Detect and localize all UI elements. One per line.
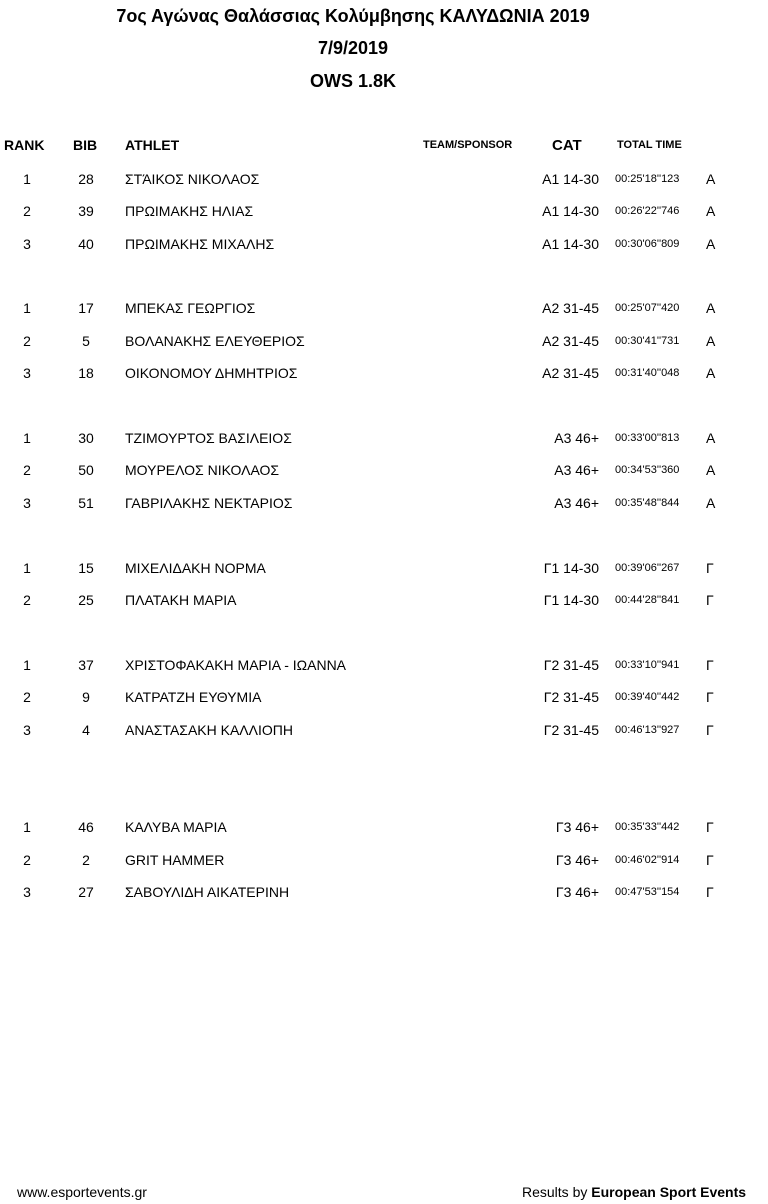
- athlete-name: ΟΙΚΟΝΟΜΟΥ ΔΗΜΗΤΡΙΟΣ: [125, 365, 298, 381]
- total-time-cell: 00:33'10''941: [615, 659, 680, 671]
- total-time-cell: 00:39'06''267: [615, 562, 680, 574]
- rank-cell: 3: [23, 495, 31, 511]
- rank-cell: 2: [23, 333, 31, 349]
- athlete-name: ΚΑΤΡΑΤΖΗ ΕΥΘΥΜΙΑ: [125, 689, 262, 705]
- rank-cell: 1: [23, 430, 31, 446]
- bib-cell: 51: [78, 495, 94, 511]
- category-cell: Γ2 31-45: [543, 657, 599, 673]
- table-row: [0, 884, 768, 904]
- total-time-cell: 00:30'06''809: [615, 238, 680, 250]
- column-header-cat: CAT: [552, 137, 582, 154]
- total-time-cell: 00:47'53''154: [615, 886, 680, 898]
- column-header-total-time: TOTAL TIME: [617, 139, 682, 151]
- group-cell: Α: [706, 430, 716, 446]
- rank-cell: 3: [23, 236, 31, 252]
- category-cell: Α2 31-45: [542, 365, 599, 381]
- category-cell: Α3 46+: [554, 495, 599, 511]
- athlete-name: ΠΡΩΙΜΑΚΗΣ ΜΙΧΑΛΗΣ: [125, 236, 275, 252]
- category-cell: Γ2 31-45: [543, 689, 599, 705]
- column-header-athlete: ATHLET: [125, 137, 180, 153]
- race-name: OWS 1.8K: [309, 71, 397, 91]
- rank-cell: 2: [23, 592, 31, 608]
- rank-cell: 3: [23, 365, 31, 381]
- bib-cell: 25: [78, 592, 94, 608]
- category-cell: Α1 14-30: [542, 236, 599, 252]
- results-credit: [522, 1184, 746, 1200]
- category-cell: Α2 31-45: [542, 300, 599, 316]
- results-credit-prefix: Results by: [522, 1184, 592, 1200]
- athlete-name: ΠΛΑΤΑΚΗ ΜΑΡΙΑ: [125, 592, 237, 608]
- bib-cell: 27: [78, 884, 94, 900]
- group-cell: Γ: [706, 657, 714, 673]
- bib-cell: 30: [78, 430, 94, 446]
- group-cell: Γ: [706, 819, 714, 835]
- table-row: [0, 430, 768, 450]
- athlete-name: ΒΟΛΑΝΑΚΗΣ ΕΛΕΥΘΕΡΙΟΣ: [125, 333, 305, 349]
- category-cell: Α3 46+: [554, 462, 599, 478]
- bib-cell: 17: [78, 300, 94, 316]
- total-time-cell: 00:46'13''927: [615, 724, 680, 736]
- group-cell: Γ: [706, 560, 714, 576]
- column-header-team: TEAM/SPONSOR: [423, 139, 513, 151]
- athlete-name: ΣΤΆΙΚΟΣ ΝΙΚΟΛΑΟΣ: [125, 171, 260, 187]
- rank-cell: 1: [23, 657, 31, 673]
- group-cell: Α: [706, 462, 716, 478]
- total-time-cell: 00:35'33''442: [615, 821, 680, 833]
- table-row: [0, 300, 768, 320]
- group-cell: Α: [706, 236, 716, 252]
- bib-cell: 50: [78, 462, 94, 478]
- total-time-cell: 00:26'22''746: [615, 205, 680, 217]
- total-time-cell: 00:34'53''360: [615, 464, 680, 476]
- category-cell: Γ1 14-30: [543, 592, 599, 608]
- bib-cell: 15: [78, 560, 94, 576]
- table-row: [0, 657, 768, 677]
- group-cell: Α: [706, 171, 716, 187]
- total-time-cell: 00:35'48''844: [615, 497, 680, 509]
- total-time-cell: 00:30'41''731: [615, 335, 680, 347]
- category-cell: Γ3 46+: [555, 819, 599, 835]
- athlete-name: ΜΟΥΡΕΛΟΣ ΝΙΚΟΛΑΟΣ: [125, 462, 280, 478]
- athlete-name: ΠΡΩΙΜΑΚΗΣ ΗΛΙΑΣ: [125, 203, 254, 219]
- rank-cell: 2: [23, 203, 31, 219]
- table-row: [0, 592, 768, 612]
- athlete-name: ΓΑΒΡΙΛΑΚΗΣ ΝΕΚΤΑΡΙΟΣ: [125, 495, 293, 511]
- bib-cell: 37: [78, 657, 94, 673]
- category-cell: Γ3 46+: [555, 884, 599, 900]
- category-cell: Γ2 31-45: [543, 722, 599, 738]
- category-cell: Γ3 46+: [555, 852, 599, 868]
- athlete-name: ΤΖΙΜΟΥΡΤΟΣ ΒΑΣΙΛΕΙΟΣ: [125, 430, 292, 446]
- total-time-cell: 00:33'00''813: [615, 432, 680, 444]
- bib-cell: 40: [78, 236, 94, 252]
- table-row: [0, 171, 768, 191]
- athlete-name: GRIT HAMMER: [125, 852, 225, 868]
- rank-cell: 2: [23, 689, 31, 705]
- table-row: [0, 495, 768, 515]
- table-row: [0, 819, 768, 839]
- bib-cell: 46: [78, 819, 94, 835]
- bib-cell: 5: [82, 333, 90, 349]
- total-time-cell: 00:25'07''420: [615, 302, 680, 314]
- category-cell: Α1 14-30: [542, 171, 599, 187]
- group-cell: Γ: [706, 592, 714, 608]
- table-row: [0, 365, 768, 385]
- website-link[interactable]: www.esportevents.gr: [17, 1184, 147, 1200]
- rank-cell: 2: [23, 462, 31, 478]
- rank-cell: 1: [23, 560, 31, 576]
- category-cell: Α2 31-45: [542, 333, 599, 349]
- bib-cell: 18: [78, 365, 94, 381]
- bib-cell: 28: [78, 171, 94, 187]
- page-title: 7ος Αγώνας Θαλάσσιας Κολύμβησης ΚΑΛΥΔΩΝΙΑ 2019: [116, 6, 590, 26]
- rank-cell: 3: [23, 722, 31, 738]
- column-header-bib: BIB: [73, 137, 98, 153]
- category-cell: Α1 14-30: [542, 203, 599, 219]
- rank-cell: 3: [23, 884, 31, 900]
- total-time-cell: 00:46'02''914: [615, 854, 680, 866]
- group-cell: Γ: [706, 722, 714, 738]
- table-row: [0, 722, 768, 742]
- rank-cell: 2: [23, 852, 31, 868]
- total-time-cell: 00:39'40''442: [615, 691, 680, 703]
- table-row: [0, 560, 768, 580]
- group-cell: Α: [706, 333, 716, 349]
- group-cell: Γ: [706, 689, 714, 705]
- group-cell: Α: [706, 300, 716, 316]
- total-time-cell: 00:44'28''841: [615, 594, 680, 606]
- athlete-name: ΣΑΒΟΥΛΙΔΗ ΑΙΚΑΤΕΡΙΝΗ: [125, 884, 290, 900]
- table-row: [0, 852, 768, 872]
- table-row: [0, 333, 768, 353]
- group-cell: Γ: [706, 852, 714, 868]
- table-row: [0, 203, 768, 223]
- results-credit-company: European Sport Events: [591, 1184, 747, 1200]
- total-time-cell: 00:31'40''048: [615, 367, 680, 379]
- column-header-rank: RANK: [4, 137, 45, 153]
- group-cell: Α: [706, 203, 716, 219]
- table-row: [0, 689, 768, 709]
- group-cell: Γ: [706, 884, 714, 900]
- bib-cell: 39: [78, 203, 94, 219]
- rank-cell: 1: [23, 171, 31, 187]
- event-date: 7/9/2019: [317, 38, 389, 58]
- group-cell: Α: [706, 495, 716, 511]
- category-cell: Γ1 14-30: [543, 560, 599, 576]
- category-cell: Α3 46+: [554, 430, 599, 446]
- athlete-name: ΧΡΙΣΤΟΦΑΚΑΚΗ ΜΑΡΙΑ - ΙΩΑΝΝΑ: [125, 657, 347, 673]
- athlete-name: ΚΑΛΥΒΑ ΜΑΡΙΑ: [125, 819, 227, 835]
- athlete-name: ΜΙΧΕΛΙΔΑΚΗ ΝΟΡΜΑ: [125, 560, 266, 576]
- rank-cell: 1: [23, 819, 31, 835]
- athlete-name: ΑΝΑΣΤΑΣΑΚΗ ΚΑΛΛΙΟΠΗ: [125, 722, 293, 738]
- bib-cell: 2: [82, 852, 90, 868]
- table-row: [0, 236, 768, 256]
- table-row: [0, 462, 768, 482]
- group-cell: Α: [706, 365, 716, 381]
- total-time-cell: 00:25'18''123: [615, 173, 680, 185]
- athlete-name: ΜΠΕΚΑΣ ΓΕΩΡΓΙΟΣ: [125, 300, 256, 316]
- bib-cell: 4: [82, 722, 90, 738]
- rank-cell: 1: [23, 300, 31, 316]
- bib-cell: 9: [82, 689, 90, 705]
